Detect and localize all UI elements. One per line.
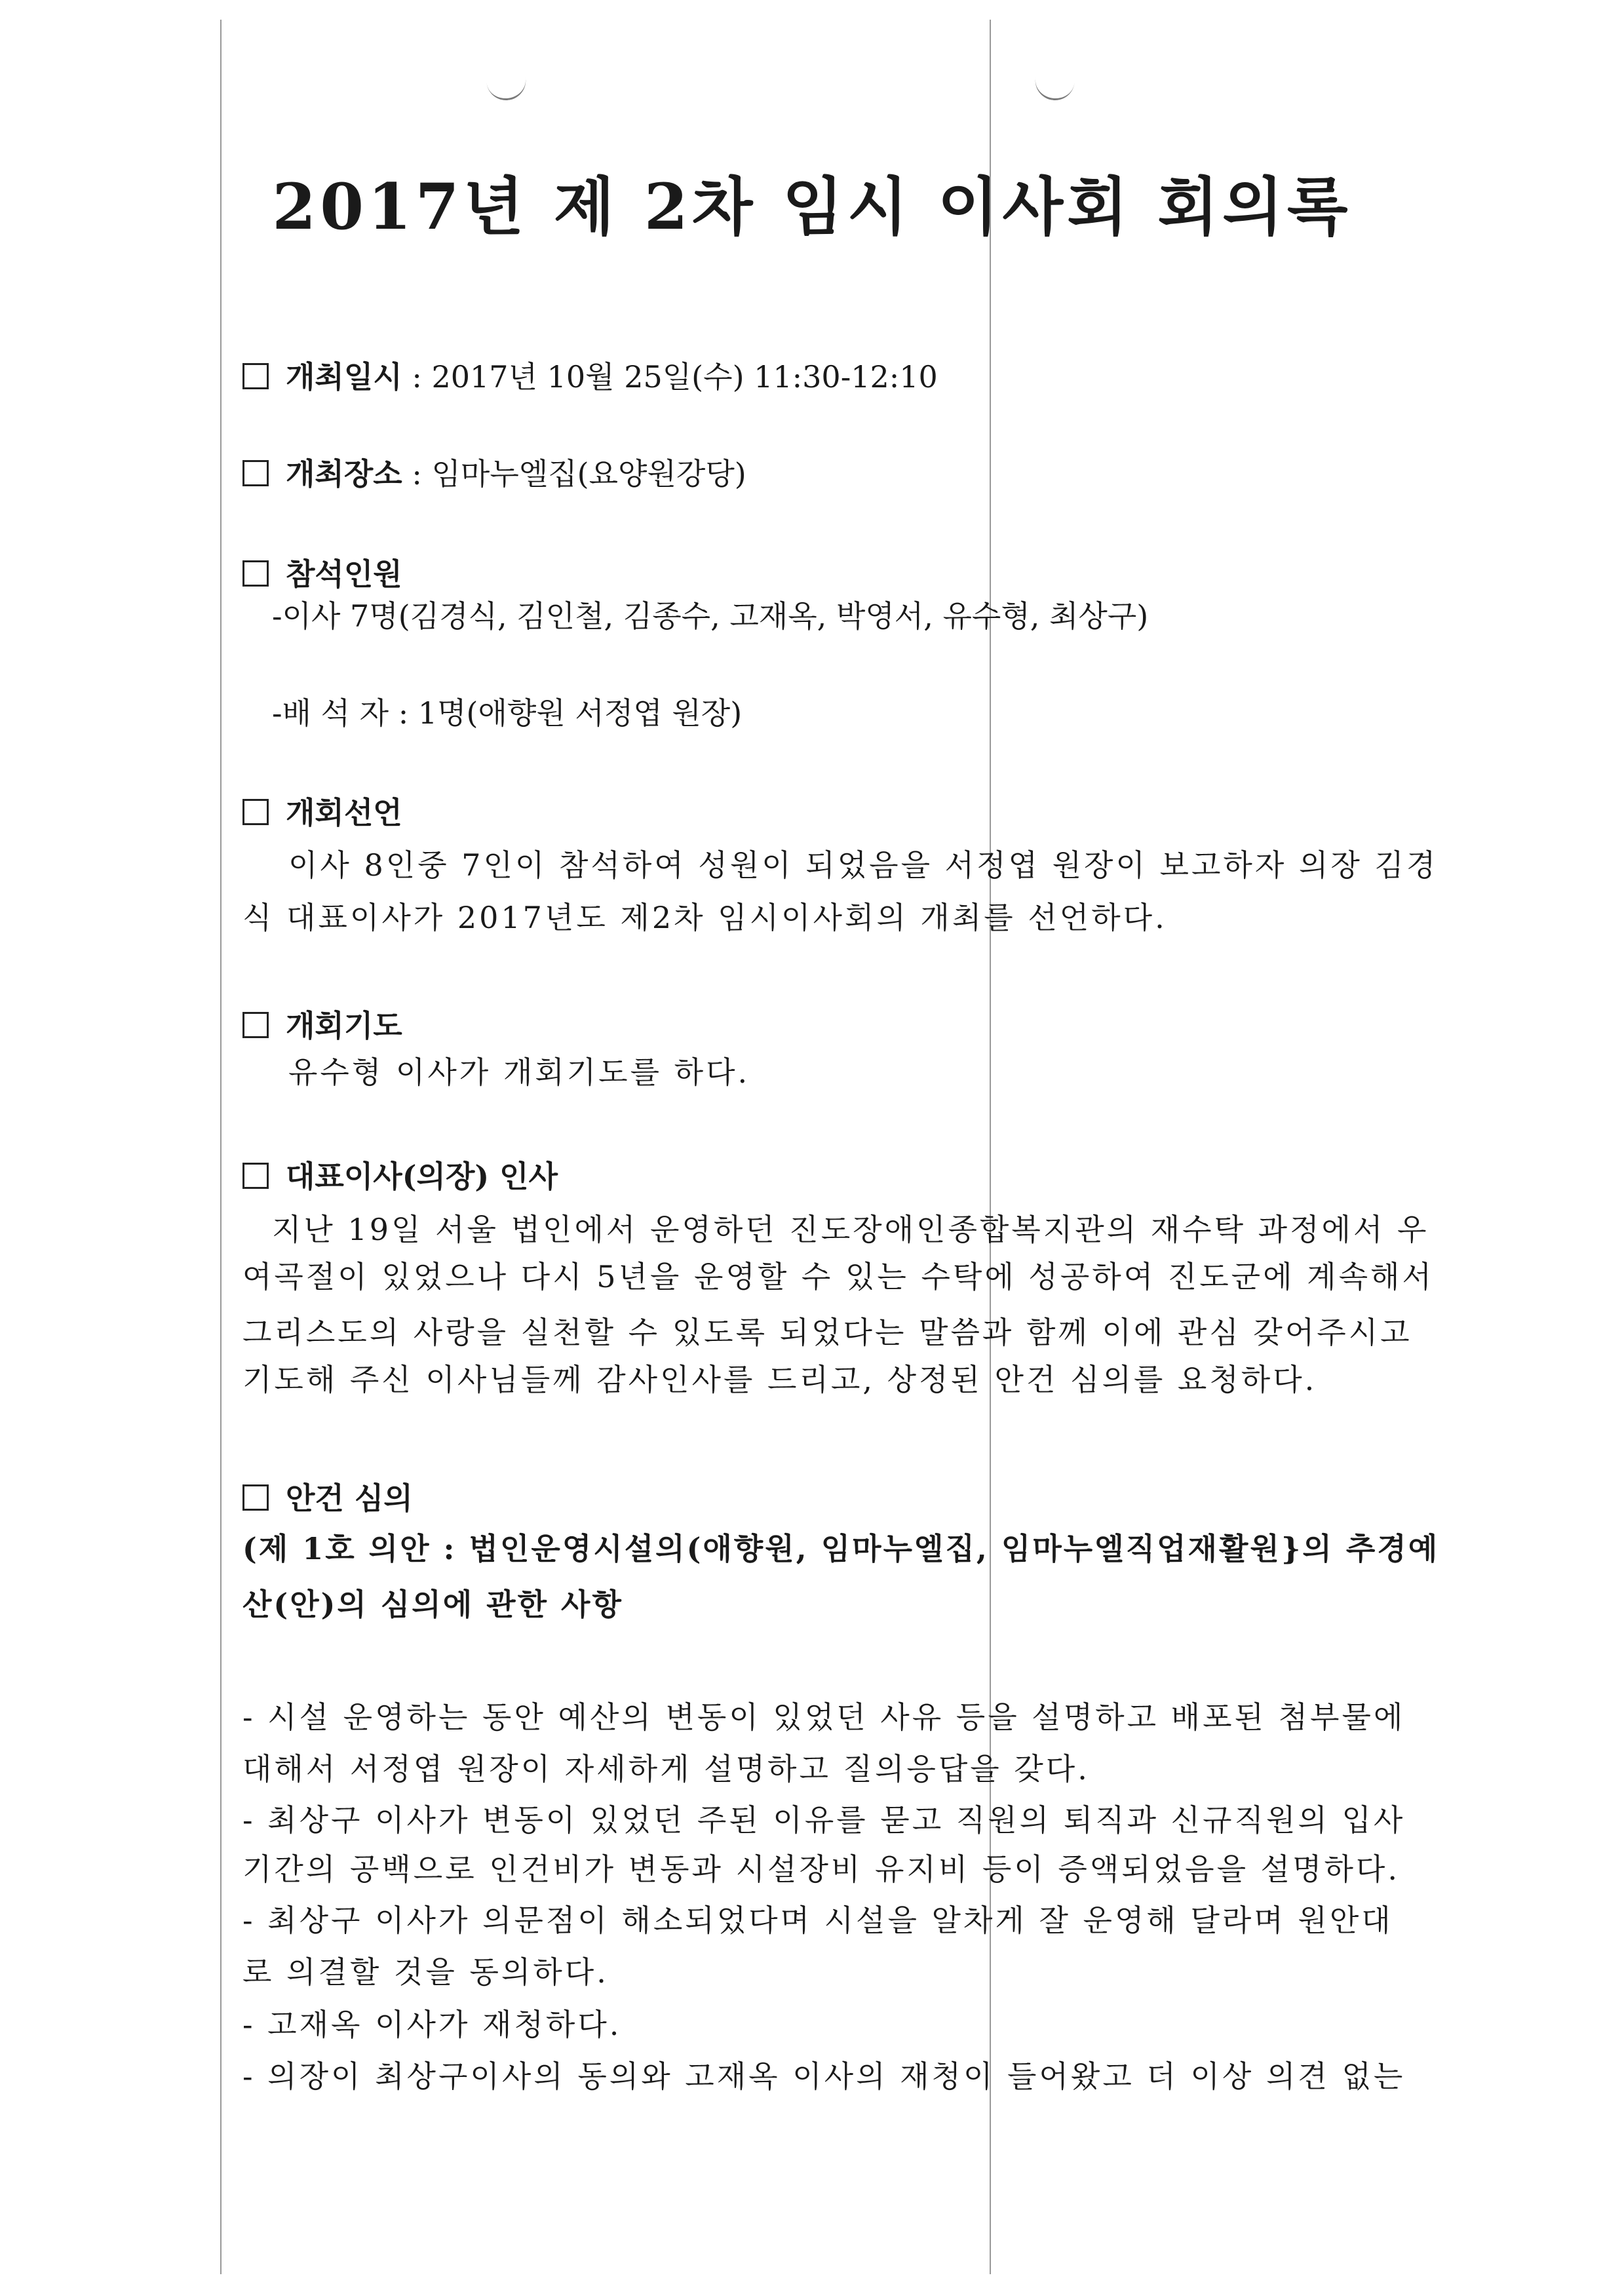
chair-greeting-line: 기도해 주신 이사님들께 감사인사를 드리고, 상정된 안건 심의를 요청하다. — [242, 1362, 1317, 1397]
agenda-discussion-line: - 시설 운영하는 동안 예산의 변동이 있었던 사유 등을 설명하고 배포된 첨부물에 — [242, 1699, 1406, 1735]
opening-prayer-text: 유수형 이사가 개회기도를 하다. — [288, 1055, 750, 1090]
agenda-discussion-line: - 의장이 최상구이사의 동의와 고재옥 이사의 재청이 들어왔고 더 이상 의견 없는 — [242, 2059, 1406, 2094]
meeting-date-label: 개최일시 — [286, 359, 402, 395]
attendees-observers: -배 석 자 : 1명(애향원 서정엽 원장) — [272, 695, 743, 731]
checkbox-icon — [242, 1484, 269, 1511]
scan-edge-line-left — [220, 20, 222, 2274]
attendees-heading-row — [242, 556, 402, 592]
meeting-date-value: 2017년 10월 25일(수) 11:30-12:10 — [431, 359, 938, 395]
chair-greeting-line: 여곡절이 있었으나 다시 5년을 운영할 수 있는 수탁에 성공하여 진도군에 계속해서 — [242, 1259, 1434, 1294]
agenda-item-title-line: 산(안)의 심의에 관한 사항 — [242, 1587, 623, 1622]
checkbox-icon — [242, 363, 269, 389]
chair-greeting-line: 지난 19일 서울 법인에서 운영하던 진도장애인종합복지관의 재수탁 과정에서 우 — [272, 1212, 1429, 1247]
agenda-discussion-line: - 고재옥 이사가 재청하다. — [242, 2007, 622, 2042]
agenda-discussion-line: 대해서 서정엽 원장이 자세하게 설명하고 질의응답을 갖다. — [242, 1751, 1090, 1787]
opening-declaration-heading: 개회선언 — [286, 795, 402, 830]
agenda-review-heading: 안건 심의 — [286, 1481, 413, 1516]
document-title: 2017년 제 2차 임시 이사회 회의록 — [272, 170, 1352, 244]
punch-hole-mark-right — [1033, 56, 1077, 103]
meeting-place-row: 개최장소 : 임마누엘집(요양원강당) — [242, 459, 746, 489]
punch-hole-mark-left — [484, 56, 528, 103]
checkbox-icon — [242, 560, 269, 587]
attendees-directors: -이사 7명(김경식, 김인철, 김종수, 고재옥, 박영서, 유수형, 최상구) — [272, 598, 1149, 634]
checkbox-icon — [242, 1163, 269, 1189]
checkbox-icon — [242, 460, 269, 486]
agenda-discussion-line: 로 의결할 것을 동의하다. — [242, 1954, 609, 1990]
chair-greeting-heading: 대표이사(의장) 인사 — [286, 1159, 558, 1194]
checkbox-icon — [242, 1012, 269, 1038]
agenda-discussion-line: - 최상구 이사가 변동이 있었던 주된 이유를 묻고 직원의 퇴직과 신규직원의 입사 — [242, 1802, 1406, 1838]
meeting-date-row: 개최일시 : 2017년 10월 25일(수) 11:30-12:10 — [242, 362, 938, 392]
agenda-review-heading-row — [242, 1481, 413, 1516]
opening-declaration-heading-row — [242, 795, 402, 830]
opening-declaration-line: 이사 8인중 7인이 참석하여 성원이 되었음을 서정엽 원장이 보고하자 의장 김경 — [288, 847, 1439, 883]
opening-declaration-line: 식 대표이사가 2017년도 제2차 임시이사회의 개최를 선언하다. — [242, 900, 1167, 935]
agenda-item-title-line: (제 1호 의안 : 법인운영시설의(애향원, 임마누엘집, 임마누엘직업재활원}의 추경예 — [242, 1531, 1440, 1566]
checkbox-icon — [242, 799, 269, 825]
chair-greeting-line: 그리스도의 사랑을 실천할 수 있도록 되었다는 말씀과 함께 이에 관심 갖어주시고 — [242, 1315, 1412, 1350]
chair-greeting-heading-row — [242, 1159, 558, 1194]
attendees-heading: 참석인원 — [286, 556, 402, 592]
opening-prayer-heading: 개회기도 — [286, 1008, 402, 1043]
meeting-place-value: 임마누엘집(요양원강당) — [431, 456, 746, 492]
meeting-place-label: 개최장소 — [286, 456, 402, 492]
agenda-discussion-line: - 최상구 이사가 의문점이 해소되었다며 시설을 알차게 잘 운영해 달라며 원안대 — [242, 1903, 1393, 1938]
opening-prayer-heading-row — [242, 1008, 402, 1043]
agenda-discussion-line: 기간의 공백으로 인건비가 변동과 시설장비 유지비 등이 증액되었음을 설명하다. — [242, 1851, 1400, 1887]
